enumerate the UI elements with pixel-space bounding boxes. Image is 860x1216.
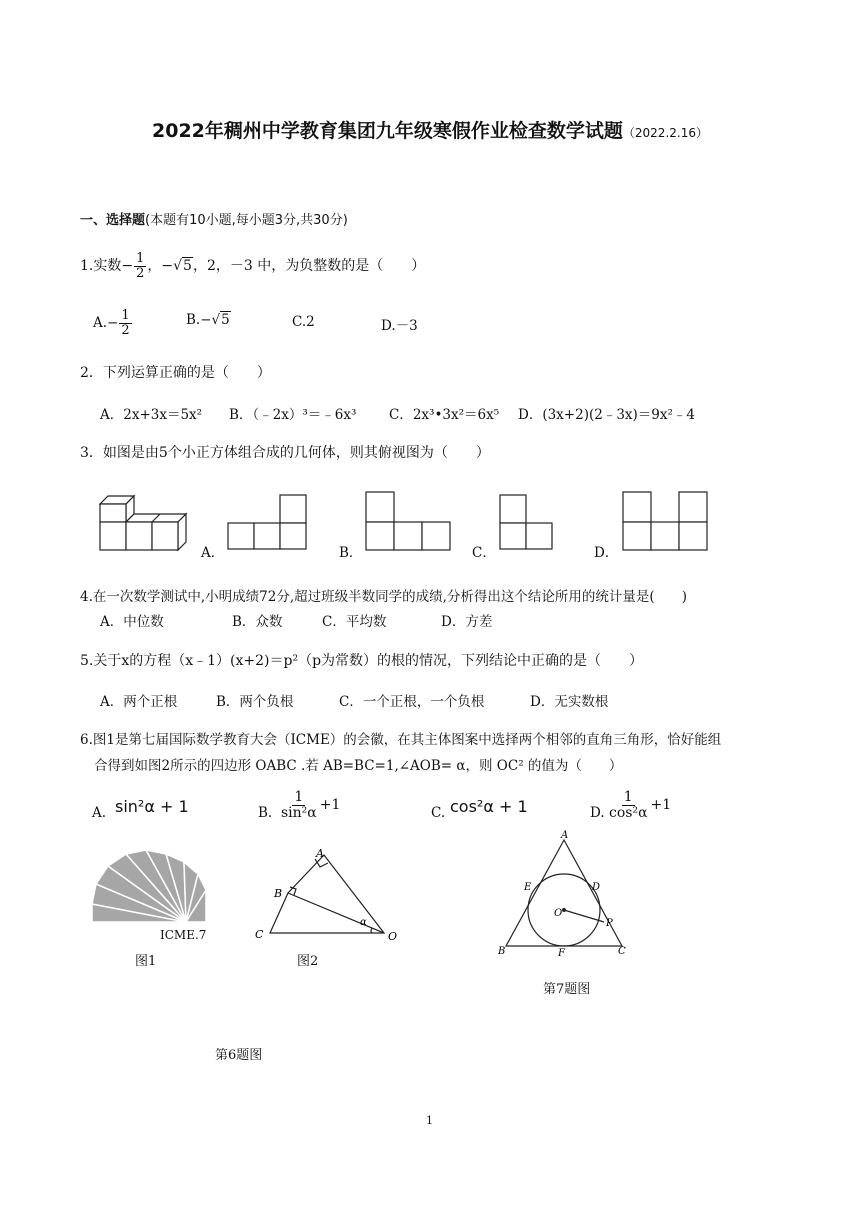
q6-option-d-label: D. (590, 805, 605, 821)
q1-radical: 5 (183, 258, 192, 274)
fig2-label-o: O (388, 930, 398, 943)
q3-option-a-figure (228, 495, 308, 555)
icme-label: ICME.7 (160, 928, 207, 942)
q4-option-b: B．众数 (232, 614, 283, 630)
q3-option-d: D． (594, 545, 619, 561)
q2-option-d: D．(3x+2)(2﹣3x)＝9x²﹣4 (518, 407, 695, 423)
fig7-label-c: C (618, 946, 626, 957)
q1-post: ，2，－3 中，为负整数的是（ ） (192, 258, 426, 274)
q4-option-c: C．平均数 (322, 614, 387, 630)
figure-6-caption: 第6题图 (215, 1048, 263, 1063)
title-date: （2022.2.16） (622, 126, 708, 140)
fig7-label-d: D (592, 882, 601, 893)
section-heading (80, 209, 348, 228)
q5-option-a: A．两个正根 (100, 694, 178, 710)
fig2-label-b: B (274, 887, 283, 900)
fig7-center-dot (562, 908, 566, 912)
q1-option-a: A.− $\frac{1}{2}$ (93, 308, 130, 338)
q3-option-b-figure (366, 492, 456, 552)
figure-7-triangle-circle (492, 830, 642, 960)
question-5-stem: 5.关于x的方程（x﹣1）(x+2)＝p²（p为常数）的根的情况，下列结论中正确的是（ ） (80, 653, 644, 669)
q5-option-d: D．无实数根 (530, 694, 609, 710)
q3-option-d-figure (623, 492, 713, 552)
q6-option-a: sin²α + 1 (115, 797, 189, 816)
q6-option-b: $\frac{1}{\text{sin²α}}$ +1 (281, 789, 341, 821)
fig7-label-p: P (606, 918, 613, 929)
q2-option-c: C．2x³•3x²＝6x⁵ (389, 407, 500, 423)
q1-fraction: $\frac{1}{2}$ (136, 250, 145, 281)
title-text: 2022年稠州中学教育集团九年级寒假作业检查数学试题 (152, 120, 623, 142)
q1-option-c: C.2 (292, 314, 315, 330)
q3-option-c: C． (472, 545, 496, 561)
q3-option-c-figure (500, 495, 560, 555)
page-title (0, 116, 860, 143)
q6-option-c: cos²α + 1 (450, 797, 528, 816)
fig7-label-a: A (561, 830, 569, 841)
fig7-label-f: F (558, 948, 565, 959)
fig7-label-e: E (524, 882, 532, 893)
q1-pre: 1.实数 (80, 258, 122, 274)
q5-option-b: B．两个负根 (216, 694, 294, 710)
q4-option-d: D．方差 (441, 614, 493, 630)
figure-7-caption: 第7题图 (543, 982, 591, 997)
question-4-stem: 4.在一次数学测试中,小明成绩72分,超过班级半数同学的成绩,分析得出这个结论所用的统计量是( ) (80, 589, 687, 605)
q2-option-a: A．2x+3x＝5x² (100, 407, 203, 423)
fig2-label-c: C (255, 928, 264, 941)
fig7-label-b: B (498, 946, 506, 957)
q2-option-b: B．（﹣2x）³＝﹣6x³ (229, 407, 357, 423)
q6-option-d: $\frac{1}{\text{cos²α}}$ +1 (609, 789, 672, 821)
figure-2-quadrilateral (250, 845, 410, 950)
fig2-label-a: A (316, 847, 324, 860)
section-note: (本题有10小题,每小题3分,共30分) (145, 213, 348, 228)
question-6-line-1: 6.图1是第七届国际数学教育大会（ICME）的会徽，在其主体图案中选择两个相邻的直角三角形，恰好能组 (80, 732, 722, 748)
q4-option-a: A．中位数 (100, 614, 164, 630)
question-2-stem: 2．下列运算正确的是（ ） (80, 365, 271, 381)
q6-option-a-label: A. (92, 805, 107, 821)
q5-option-c: C．一个正根，一个负根 (339, 694, 485, 710)
page-number: 1 (426, 1114, 433, 1127)
fig2-label-alpha: α (360, 917, 367, 928)
fig7-label-o: O (554, 908, 563, 919)
q6-option-c-label: C. (431, 805, 446, 821)
q3-option-a: A． (201, 545, 225, 561)
question-3-stem: 3．如图是由5个小正方体组合成的几何体，则其俯视图为（ ） (80, 445, 490, 461)
question-1-stem: 1.实数− $\frac{1}{2}$ ，−√5，2，－3 中，为负整数的是（ ） (80, 250, 426, 281)
section-label: 一、选择题 (80, 213, 146, 228)
q3-solid-figure (100, 496, 200, 556)
figure-1-caption: 图1 (135, 954, 157, 969)
question-6-line-2: 合得到如图2所示的四边形 OABC .若 AB=BC=1,∠AOB= α，则 OC² 的值为（ ） (94, 758, 623, 774)
q1-option-b: B.−√5 (186, 312, 230, 328)
figure-2-caption: 图2 (297, 954, 319, 969)
q6-option-b-label: B. (258, 805, 273, 821)
q3-option-b: B． (339, 545, 363, 561)
q1-option-d: D.－3 (381, 318, 418, 334)
